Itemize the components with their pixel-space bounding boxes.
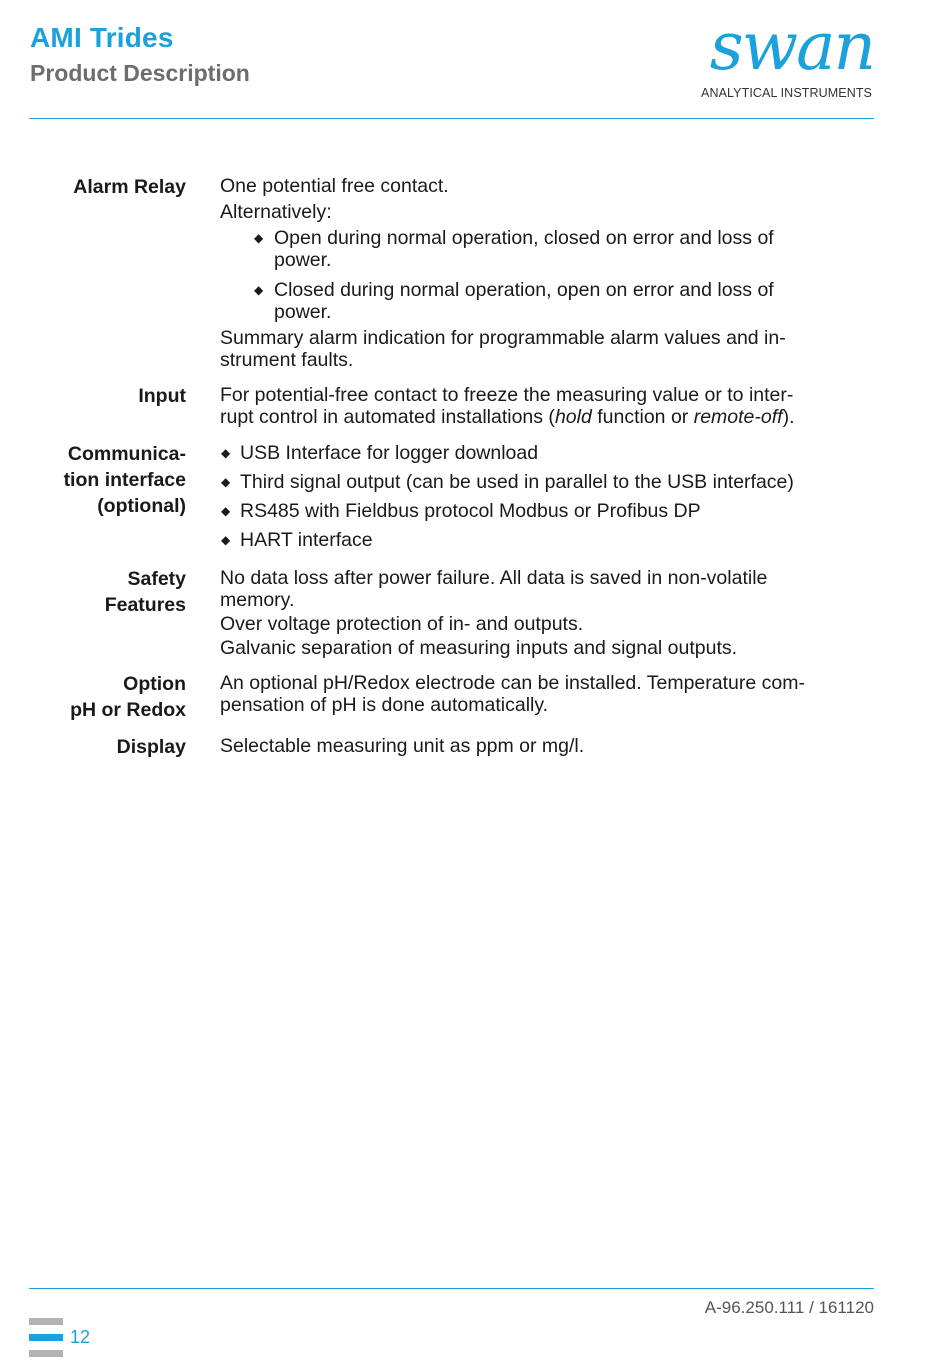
spec-text: One potential free contact. <box>220 175 449 197</box>
page-marker-bars-icon <box>29 1318 63 1358</box>
spec-text: An optional pH/Redox electrode can be installed. Temperature com- <box>220 672 805 694</box>
spec-content <box>220 175 880 371</box>
header-divider <box>29 118 874 119</box>
spec-label: Display <box>116 736 186 758</box>
hold-term: hold <box>554 406 592 428</box>
logo-tagline: ANALYTICAL INSTRUMENTS <box>701 86 872 100</box>
spec-text: Selectable measuring unit as ppm or mg/l. <box>220 735 585 757</box>
document-title: AMI Trides <box>30 22 174 53</box>
spec-text: Alternatively: <box>220 201 332 223</box>
logo-wordmark: swan <box>709 8 874 85</box>
list-item: ◆ HART interface <box>221 529 373 551</box>
spec-text: pensation of pH is done automatically. <box>220 694 549 716</box>
spec-text: For potential-free contact to freeze the measuring value or to inter- <box>220 384 794 406</box>
spec-content <box>220 735 880 757</box>
list-item: ◆ Closed during normal operation, open on error and loss of power. <box>254 279 774 323</box>
brand-logo <box>694 8 874 104</box>
document-number: A-96.250.111 / 161120 <box>704 1298 874 1317</box>
diamond-bullet-icon: ◆ <box>221 475 231 489</box>
list-item: ◆ USB Interface for logger download <box>221 442 539 464</box>
spec-text: Galvanic separation of measuring inputs and signal outputs. <box>220 637 738 659</box>
diamond-bullet-icon: ◆ <box>254 231 264 245</box>
bullet-list <box>220 442 880 551</box>
spec-content <box>220 442 880 558</box>
spec-content <box>220 384 880 428</box>
diamond-bullet-icon: ◆ <box>221 504 231 518</box>
diamond-bullet-icon: ◆ <box>254 283 264 297</box>
list-item: ◆ Third signal output (can be used in parallel to the USB interface) <box>221 471 794 493</box>
spec-content <box>220 567 880 659</box>
spec-label: Input <box>138 385 186 407</box>
bullet-list <box>220 227 880 323</box>
spec-label: Communica- tion interface (optional) <box>63 443 186 517</box>
spec-content <box>220 672 880 716</box>
diamond-bullet-icon: ◆ <box>221 446 231 460</box>
spec-text: Over voltage protection of in- and outputs. <box>220 613 584 635</box>
spec-label: Alarm Relay <box>73 176 186 198</box>
document-subtitle: Product Description <box>30 60 250 86</box>
diamond-bullet-icon: ◆ <box>221 533 231 547</box>
list-item: ◆ RS485 with Fieldbus protocol Modbus or Profibus DP <box>221 500 701 522</box>
spec-text: No data loss after power failure. All data is saved in non-volatile <box>220 567 768 589</box>
spec-text: rupt control in automated installations (hold function or remote-off). <box>220 406 795 428</box>
spec-text: Summary alarm indication for programmable alarm values and in- <box>220 327 786 349</box>
footer-divider <box>29 1288 874 1289</box>
page-number: 12 <box>70 1327 91 1347</box>
spec-text: memory. <box>220 589 295 611</box>
remote-off-term: remote-off <box>693 406 783 428</box>
list-item: ◆ Open during normal operation, closed on error and loss of power. <box>254 227 774 271</box>
spec-text: strument faults. <box>220 349 354 371</box>
spec-label: Safety Features <box>104 568 186 616</box>
spec-label: Option pH or Redox <box>70 673 186 721</box>
